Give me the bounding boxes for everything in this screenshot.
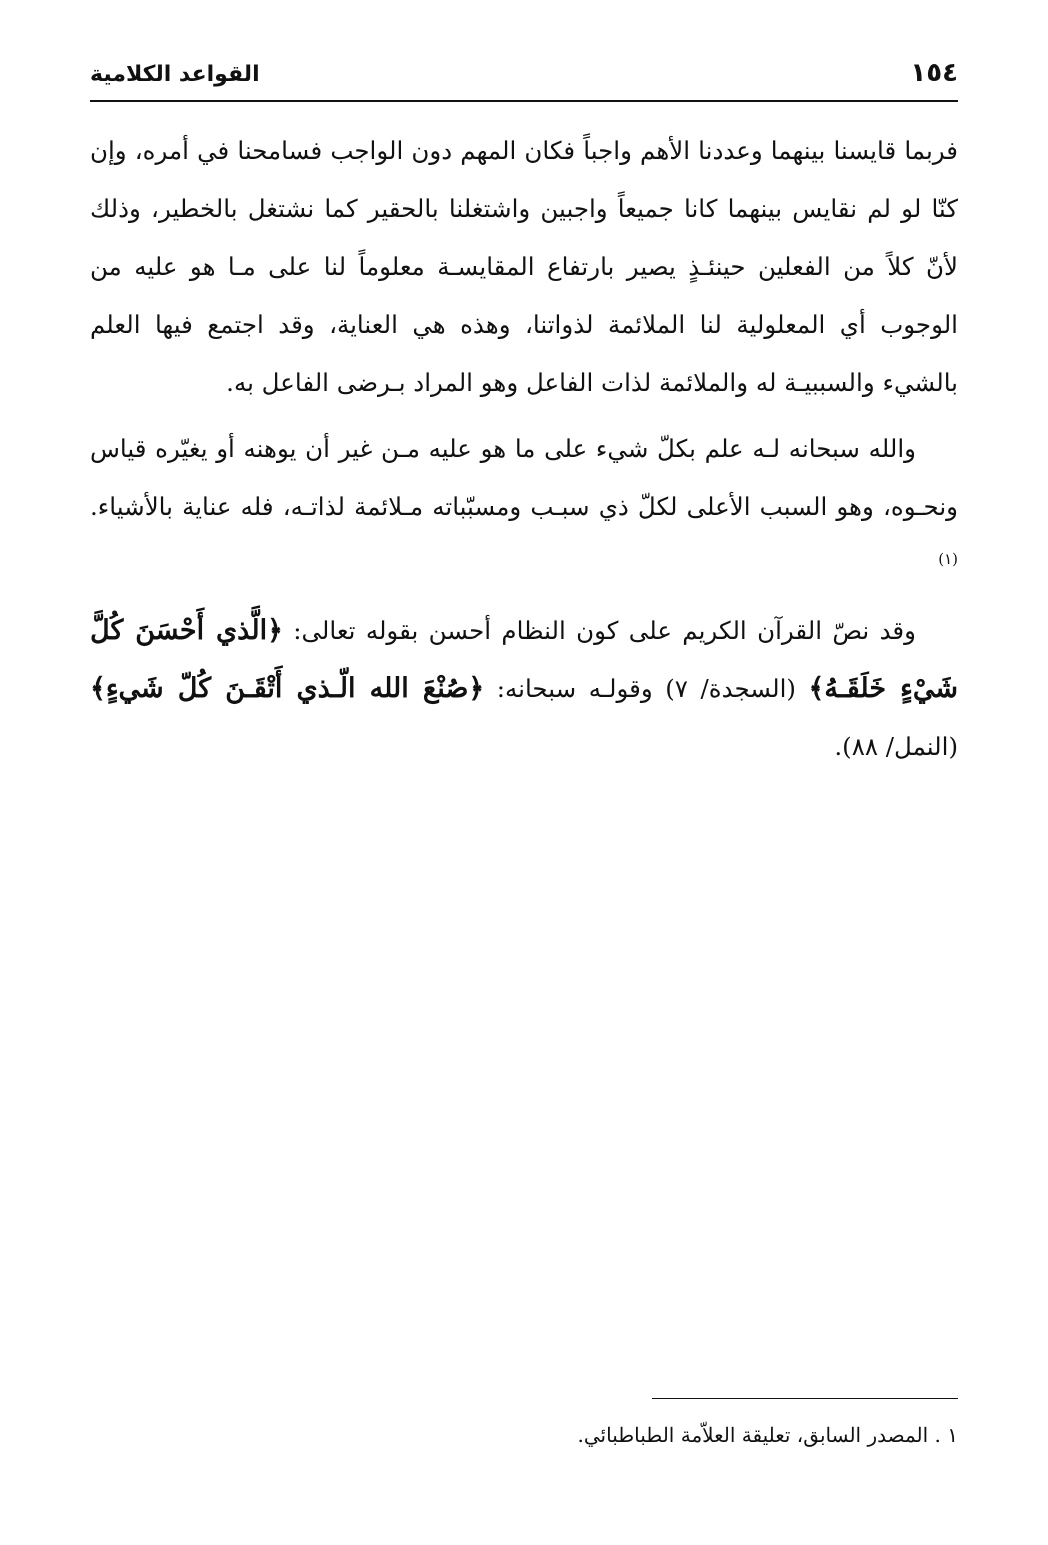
footnote	[90, 1418, 958, 1452]
quran-reference-1: (السجدة/ ٧)	[665, 674, 796, 703]
paragraph-1-text: فربما قايسنا بينهما وعددنا الأهم واجباً فكان المهم دون الواجب فسامحنا في أمره، وإن كنّا لو لم نقايس بينهما كانا جميعاً واجبين واشتغلنا بالحقير كما نشتغل بالخطير، وذلك لأنّ كلاً من الفعلين حينئـذٍ يصير بارتفاع المقايسـة معلوماً لنا على مـا هو عليه من الوجوب أي المعلولية لنا الملائمة لذواتنا، وهذه هي العناية، وقد اجتمع فيها العلم بالشيء والسببيـة له والملائمة لذات الفاعل وهو المراد بـرضى الفاعل به.	[90, 136, 958, 397]
quran-quote-2: ﴿صُنْعَ الله الّـذي أَتْقَـنَ كُلّ شَيءٍ﴾	[90, 673, 485, 704]
paragraph-1	[90, 122, 958, 412]
footnote-rule	[652, 1398, 958, 1399]
paragraph-2-text: والله سبحانه لـه علم بكلّ شيء على ما هو عليه مـن غير أن يوهنه أو يغيّره قياس ونحـوه، وهو السبب الأعلى لكلّ ذي سبـب ومسبّباته مـلائمة لذاتـه، فله عناية بالأشياء.	[90, 434, 958, 521]
main-text	[90, 122, 958, 784]
footnote-1-text: ١ . المصدر السابق، تعليقة العلاّمة الطباطبائي.	[577, 1423, 958, 1447]
paragraph-3	[90, 602, 958, 776]
paragraph-2	[90, 420, 958, 594]
page-number: ١٥٤	[910, 58, 958, 88]
running-title: القواعد الكلامية	[90, 62, 260, 87]
header-rule	[90, 100, 958, 102]
quran-reference-2: (النمل/ ٨٨).	[834, 732, 958, 761]
paragraph-3-lead: وقد نصّ القرآن الكريم على كون النظام أحسن بقوله تعالى:	[293, 616, 916, 645]
page-header	[90, 52, 958, 96]
paragraph-3-mid: وقولـه سبحانه:	[496, 674, 653, 703]
footnote-marker: (١)	[938, 549, 958, 568]
quran-quote-1: ﴿الَّذي أَحْسَنَ كُلَّ شَيْءٍ خَلَقَـهُ﴾	[90, 615, 958, 704]
